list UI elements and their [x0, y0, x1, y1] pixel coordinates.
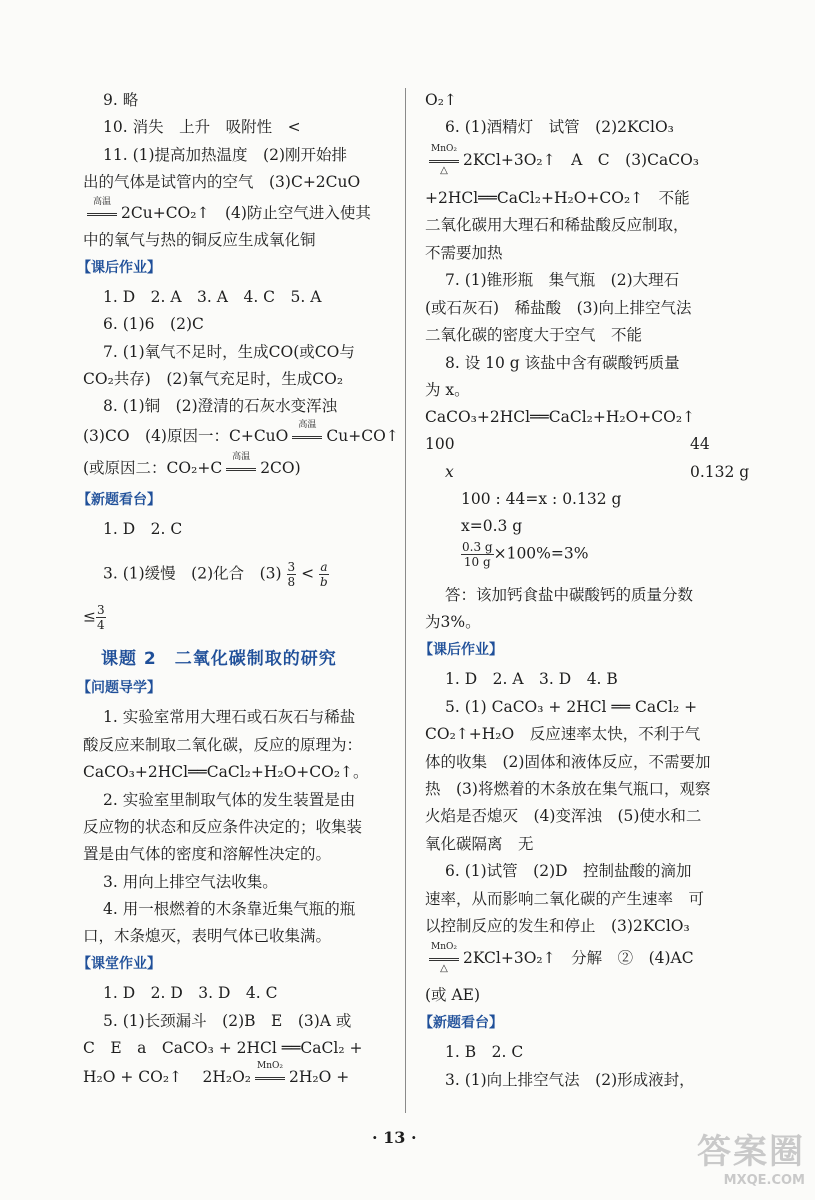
class-answer-5-line2: C E a CaCO₃ + 2HCl ══CaCl₂ +	[83, 1039, 363, 1057]
hw2-answer-5-line5: 火焰是否熄灭 (4)变浑浊 (5)使水和二	[425, 807, 702, 825]
answer-11-line2: 出的气体是试管内的空气 (3)C+2CuO	[83, 173, 361, 191]
class-answer-5-line1: 5. (1)长颈漏斗 (2)B E (3)A 或	[103, 1012, 352, 1030]
calc-answer-line1: 答：该加钙食盐中碳酸钙的质量分数	[445, 586, 694, 604]
hw-answer-6: 6. (1)6 (2)C	[103, 315, 204, 333]
section-header-classwork: 【课堂作业】	[77, 956, 161, 972]
calc-unknown-x: x	[445, 463, 454, 481]
hw-answer-8-line1: 8. (1)铜 (2)澄清的石灰水变浑浊	[103, 397, 338, 415]
answer-11-line1: 11. (1)提高加热温度 (2)刚开始排	[103, 146, 347, 164]
hw-answer-7-line1: 7. (1)氧气不足时，生成CO(或CO与	[103, 343, 355, 361]
calc-mass-co2: 0.132 g	[690, 463, 750, 481]
new-answer-3-line1: 3. (1)缓慢 (2)化合 (3) $\frac{3}{8}$ < $\frac{a}{b}$	[103, 560, 328, 589]
answer-11-line4: 中的氧气与热的铜反应生成氧化铜	[83, 231, 316, 249]
guide-4-line2: 口，木条熄灭，表明气体已收集满。	[83, 927, 332, 945]
answer-9: 9. 略	[103, 91, 139, 109]
calc-proportion: 100 : 44=x : 0.132 g	[461, 490, 622, 508]
hw-answer-8-line2: (3)CO (4)原因一：C+CuO 高温 Cu+CO↑	[83, 420, 399, 445]
hw2-answers-1-4: 1. D 2. A 3. D 4. B	[445, 670, 618, 688]
calc-result-x: x=0.3 g	[461, 517, 523, 535]
guide-4-line1: 4. 用一根燃着的木条靠近集气瓶的瓶	[103, 900, 356, 918]
reaction-condition: 高温	[83, 203, 121, 223]
calc-answer-line2: 为3%。	[425, 613, 481, 631]
class-answer-7-line3: 二氧化碳的密度大于空气 不能	[425, 326, 643, 344]
class-answer-7-line1: 7. (1)锥形瓶 集气瓶 (2)大理石	[445, 271, 680, 289]
section-header-new-questions-2: 【新题看台】	[419, 1015, 503, 1031]
watermark-logo: 答案圈 MXQE.COM	[697, 1132, 805, 1188]
page-number: · 13 ·	[372, 1128, 417, 1147]
hw2-answer-6-line2: 速率，从而影响二氧化碳的产生速率 可	[425, 890, 705, 908]
new2-answer-3: 3. (1)向上排空气法 (2)形成液封，	[445, 1071, 695, 1089]
class-answer-5-line3: H₂O + CO₂↑ 2H₂O₂ MnO₂ 2H₂O +	[83, 1061, 350, 1086]
hw-answer-8-line3: (或原因二：CO₂+C 高温 2CO)	[83, 452, 301, 477]
guide-2-line1: 2. 实验室里制取气体的发生装置是由	[103, 791, 356, 809]
class-answer-6-line2: MnO₂ △ 2KCl+3O₂↑ A C (3)CaCO₃	[431, 144, 699, 176]
class-answers-1-4: 1. D 2. D 3. D 4. C	[103, 984, 278, 1002]
hw2-answer-5-line6: 氧化碳隔离 无	[425, 835, 534, 853]
section-header-homework: 【课后作业】	[77, 260, 161, 276]
section-header-homework-2: 【课后作业】	[419, 642, 503, 658]
hw2-answer-5-line3: 体的收集 (2)固体和液体反应，不需要加	[425, 753, 711, 771]
guide-3: 3. 用向上排空气法收集。	[103, 873, 278, 891]
hw2-answer-6-line3: 以控制反应的发生和停止 (3)2KClO₃	[425, 917, 690, 935]
hw-answers-1-5: 1. D 2. A 3. A 4. C 5. A	[103, 288, 322, 306]
new-answer-3-line2: ≤ $\frac{3}{4}$	[83, 603, 105, 632]
class-answer-6-line4: 二氧化碳用大理石和稀盐酸反应制取，	[425, 216, 689, 234]
calc-equation: CaCO₃+2HCl══CaCl₂+H₂O+CO₂↑	[425, 408, 696, 426]
hw2-answer-6-line5: (或 AE)	[425, 986, 481, 1004]
column-divider	[405, 88, 406, 1113]
hw2-answer-5-line4: 热 (3)将燃着的木条放在集气瓶口，观察	[425, 780, 711, 798]
class-answer-7-line2: (或石灰石) 稀盐酸 (3)向上排空气法	[425, 299, 692, 317]
answer-11-line3: 高温 2Cu+CO₂↑ (4)防止空气进入使其	[83, 203, 371, 223]
class-answer-8-line1: 8. 设 10 g 该盐中含有碳酸钙质量	[445, 354, 680, 372]
class-answer-6-line1: 6. (1)酒精灯 试管 (2)2KClO₃	[445, 118, 674, 136]
new-answers-1-2: 1. D 2. C	[103, 520, 183, 538]
section-header-new-questions: 【新题看台】	[77, 492, 161, 508]
calc-molar-44: 44	[690, 435, 710, 453]
class-answer-6-line5: 不需要加热	[425, 244, 503, 262]
answer-10: 10. 消失 上升 吸附性 <	[103, 118, 301, 136]
guide-1-line3: CaCO₃+2HCl══CaCl₂+H₂O+CO₂↑。	[83, 763, 369, 781]
guide-2-line3: 置是由气体的密度和溶解性决定的。	[83, 845, 332, 863]
new2-answers-1-2: 1. B 2. C	[445, 1043, 524, 1061]
hw2-answer-5-line2: CO₂↑+H₂O 反应速率太快，不利于气	[425, 725, 701, 743]
guide-2-line2: 反应物的状态和反应条件决定的；收集装	[83, 818, 363, 836]
section-header-guided-questions: 【问题导学】	[77, 680, 161, 696]
class-answer-5-line4: O₂↑	[425, 91, 457, 109]
hw2-answer-6-line1: 6. (1)试管 (2)D 控制盐酸的滴加	[445, 862, 692, 880]
calc-percentage: $\frac{0.3 g}{10 g}$ ×100%=3%	[462, 540, 589, 569]
lesson-title: 课题 2 二氧化碳制取的研究	[101, 649, 337, 669]
hw2-answer-6-line4: MnO₂ △ 2KCl+3O₂↑ 分解 ② (4)AC	[431, 942, 694, 974]
calc-molar-100: 100	[425, 435, 455, 453]
hw2-answer-5-line1: 5. (1) CaCO₃ + 2HCl ══ CaCl₂ +	[445, 698, 698, 716]
guide-1-line2: 酸反应来制取二氧化碳，反应的原理为：	[83, 736, 363, 754]
class-answer-6-line3: +2HCl══CaCl₂+H₂O+CO₂↑ 不能	[425, 189, 690, 207]
hw-answer-7-line2: CO₂共存) (2)氧气充足时，生成CO₂	[83, 370, 344, 388]
class-answer-8-line2: 为 x。	[425, 381, 470, 399]
guide-1-line1: 1. 实验室常用大理石或石灰石与稀盐	[103, 708, 356, 726]
